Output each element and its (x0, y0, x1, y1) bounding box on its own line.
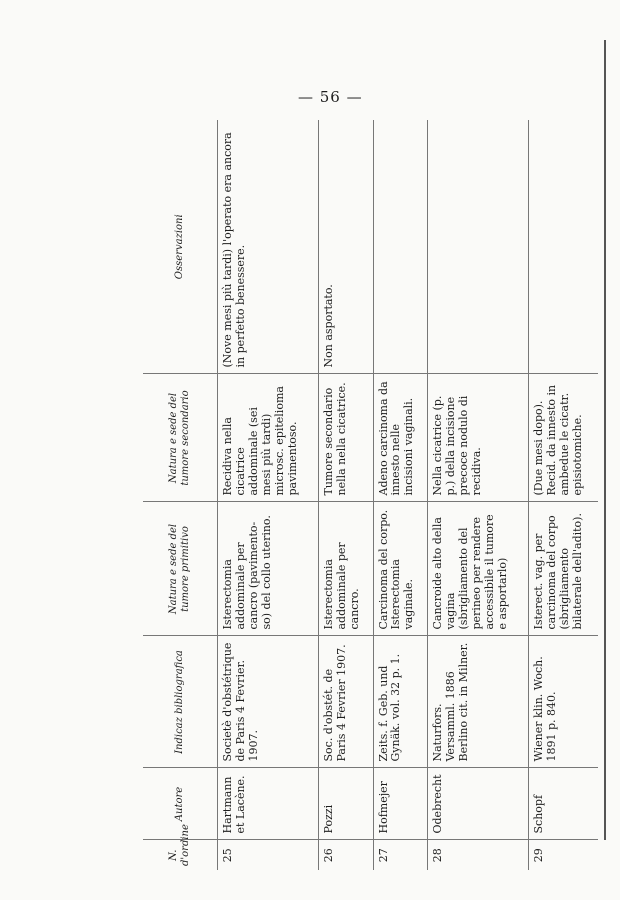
cell-num: 29 (529, 840, 598, 870)
cell-secondario: Adeno carcinoma da innesto nelle incisioni vaginali. (373, 374, 428, 502)
header-num: N. d'ordine (143, 840, 218, 870)
table-row (318, 120, 373, 870)
cell-osservazioni: Non asportato. (318, 120, 373, 374)
cell-primitivo: Isterect. vag. per carcinoma del corpo (sbrigliamento bilaterale dell'adito). (529, 502, 598, 636)
cell-num: 26 (318, 840, 373, 870)
rotated-table-area (143, 120, 598, 870)
cell-primitivo: Cancroide alto della vagina (sbrigliamento del perineo per rendere accessibile il tumore e asportarlo) (428, 502, 529, 636)
cell-osservazioni: (Nove mesi più tardi) l'operato era ancora in perfetto benessere. (218, 120, 319, 374)
cell-indicaz: Societè d'obstétrique de Paris 4 Fevrier. 1907. (218, 636, 319, 768)
cell-num: 27 (373, 840, 428, 870)
table-row (373, 120, 428, 870)
cell-secondario: Nella cicatrice (p. p.) della incisione precoce nodulo di recidiva. (428, 374, 529, 502)
header-primitivo: Natura e sede del tumore primitivo (143, 502, 218, 636)
cell-num: 25 (221, 848, 234, 863)
cases-table (143, 120, 598, 870)
header-secondario: Natura e sede del tumore secondario (143, 374, 218, 502)
cell-primitivo: Carcinoma del corpo. Isterectomia vaginale. (373, 502, 428, 636)
cell-secondario: Recidiva nella cicatrice addominale (sei mesi più tardi) microsc. epitelioma pavimentoso. (218, 374, 319, 502)
table-row (428, 120, 529, 870)
cell-primitivo: Isterectomia addominale per cancro (pavimento-so) del collo uterino. (218, 502, 319, 636)
header-osservazioni: Osservazioni (143, 120, 218, 374)
cell-autore: Odebrecht (428, 768, 529, 840)
cell-num: 28 (428, 840, 529, 870)
cell-indicaz: Naturfors. Versamml. 1886 Berlino cit. in Milner. (428, 636, 529, 768)
cell-autore: Hofmejer (373, 768, 428, 840)
cell-osservazioni (428, 120, 529, 374)
cell-indicaz: Soc. d'obstét. de Paris 4 Fevrier 1907. (318, 636, 373, 768)
table-header-row (143, 120, 218, 870)
cell-primitivo: Isterectomia addominale per cancro. (318, 502, 373, 636)
cell-indicaz: Wiener klin. Woch. 1891 p. 840. (529, 636, 598, 768)
page-number: — 56 — (298, 88, 363, 106)
cell-indicaz: Zeits. f. Geb. und Gynäk. vol. 32 p. 1. (373, 636, 428, 768)
cell-autore: Hartmann et Lacène. (218, 768, 319, 840)
cell-secondario: Tumore secondario nella nella cicatrice. (318, 374, 373, 502)
cell-osservazioni (529, 120, 598, 374)
page-edge-line (604, 40, 606, 840)
header-indicaz: Indicaz bibliografica (143, 636, 218, 768)
header-autore: Autore (143, 768, 218, 840)
cell-autore: Schopf (529, 768, 598, 840)
cell-secondario: (Due mesi dopo). Recid. da innesto in ambedue le cicatr. episiotomiche. (529, 374, 598, 502)
table-row (529, 120, 598, 870)
cell-osservazioni (373, 120, 428, 374)
table-row (218, 120, 319, 870)
cell-autore: Pozzi (318, 768, 373, 840)
